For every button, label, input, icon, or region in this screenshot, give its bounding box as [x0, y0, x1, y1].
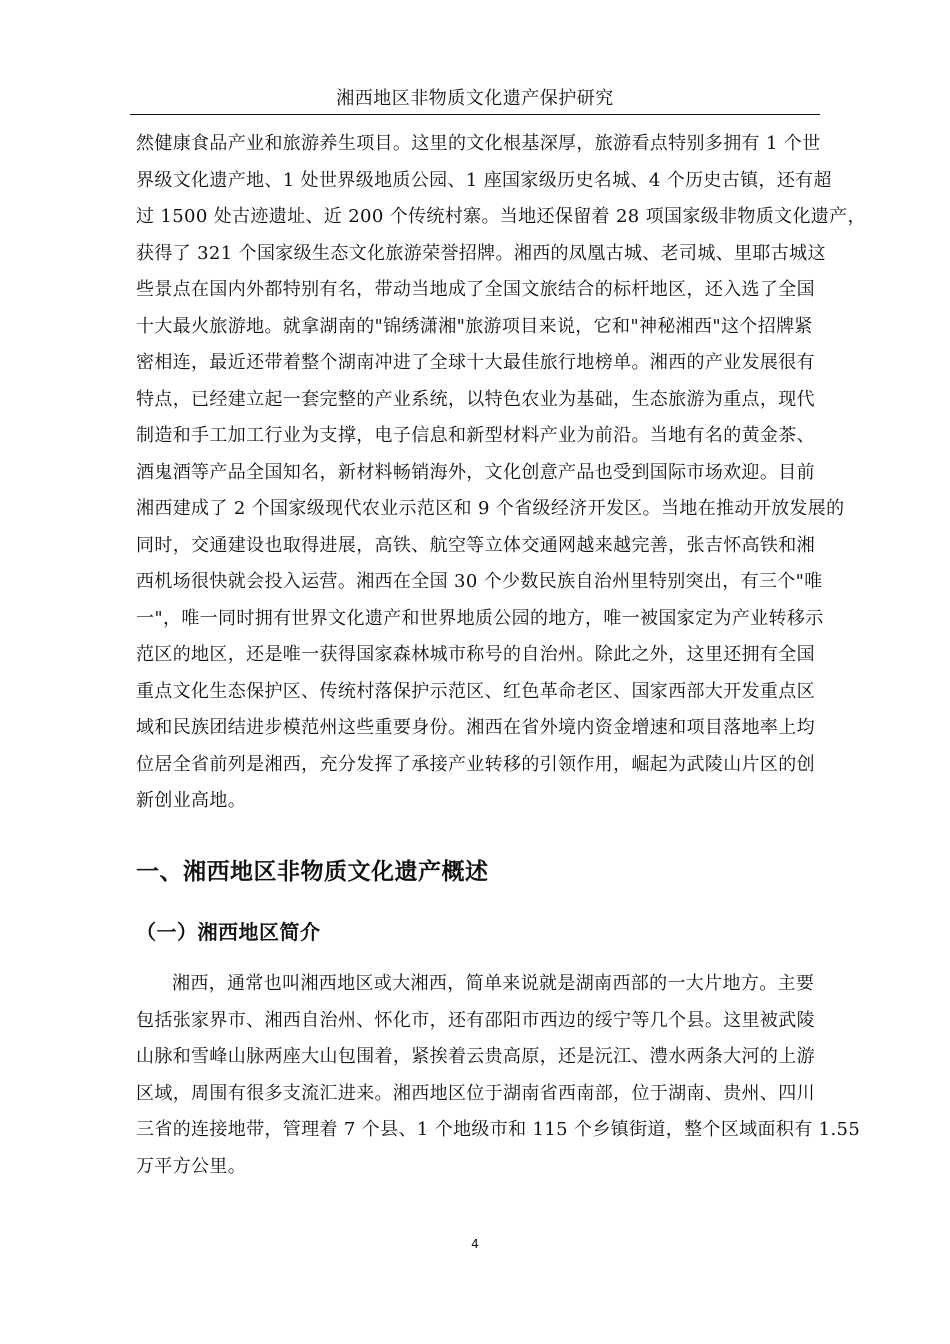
paragraph-line: 同时，交通建设也取得进展，高铁、航空等立体交通网越来越完善，张吉怀高铁和湘 [136, 534, 815, 556]
paragraph-line: 湘西建成了 2 个国家级现代农业示范区和 9 个省级经济开发区。当地在推动开放发展的 [136, 498, 845, 519]
paragraph-intro [136, 966, 861, 1185]
paragraph-line: 制造和手工加工行业为支撑，电子信息和新型材料产业为前沿。当地有名的黄金茶、 [136, 425, 815, 446]
paragraph-line: 万平方公里。 [136, 1155, 247, 1177]
paragraph-line: 湘西，通常也叫湘西地区或大湘西，简单来说就是湖南西部的一大片地方。主要 [172, 973, 815, 994]
paragraph-line: 新创业高地。 [136, 790, 247, 811]
section-heading: 一、湘西地区非物质文化遗产概述 [136, 859, 489, 885]
paragraph-continued [136, 126, 866, 820]
paragraph-line: 酒鬼酒等产品全国知名，新材料畅销海外，文化创意产品也受到国际市场欢迎。目前 [136, 461, 815, 483]
page-number: 4 [471, 1237, 479, 1251]
paragraph-line: 三省的连接地带，管理着 7 个县、1 个地级市和 115 个乡镇街道，整个区域面积有 1.55 [136, 1119, 861, 1140]
paragraph-line: 位居全省前列是湘西，充分发挥了承接产业转移的引领作用，崛起为武陵山片区的创 [136, 753, 815, 775]
subsection-heading: （一）湘西地区简介 [136, 920, 321, 944]
paragraph-line: 些景点在国内外都特别有名，带动当地成了全国文旅结合的标杆地区，还入选了全国 [136, 279, 815, 300]
paragraph-line: 一"，唯一同时拥有世界文化遗产和世界地质公园的地方，唯一被国家定为产业转移示 [136, 607, 824, 629]
paragraph-line: 十大最火旅游地。就拿湖南的"锦绣潇湘"旅游项目来说，它和"神秘湘西"这个招牌紧 [136, 315, 813, 337]
paragraph-line: 特点，已经建立起一套完整的产业系统，以特色农业为基础，生态旅游为重点，现代 [136, 388, 815, 410]
paragraph-line: 然健康食品产业和旅游养生项目。这里的文化根基深厚，旅游看点特别多拥有 1 个世 [136, 133, 821, 154]
paragraph-line: 区域，周围有很多支流汇进来。湘西地区位于湖南省西南部，位于湖南、贵州、四川 [136, 1082, 815, 1104]
header-rule [130, 114, 820, 115]
paragraph-line: 包括张家界市、湘西自治州、怀化市，还有邵阳市西边的绥宁等几个县。这里被武陵 [136, 1009, 815, 1031]
paragraph-line: 过 1500 处古迹遗址、近 200 个传统村寨。当地还保留着 28 项国家级非物质文化遗产， [136, 206, 866, 227]
paragraph-line: 获得了 321 个国家级生态文化旅游荣誉招牌。湘西的凤凰古城、老司城、里耶古城这 [136, 242, 826, 264]
paragraph-line: 重点文化生态保护区、传统村落保护示范区、红色革命老区、国家西部大开发重点区 [136, 680, 815, 702]
paragraph-line: 范区的地区，还是唯一获得国家森林城市称号的自治州。除此之外，这里还拥有全国 [136, 644, 815, 665]
paragraph-line: 密相连，最近还带着整个湖南冲进了全球十大最佳旅行地榜单。湘西的产业发展很有 [136, 352, 815, 373]
running-header: 湘西地区非物质文化遗产保护研究 [336, 88, 614, 109]
paragraph-line: 西机场很快就会投入运营。湘西在全国 30 个少数民族自治州里特别突出，有三个"唯 [136, 571, 823, 592]
paragraph-line: 山脉和雪峰山脉两座大山包围着，紧挨着云贵高原，还是沅江、澧水两条大河的上游 [136, 1046, 815, 1067]
paragraph-line: 界级文化遗产地、1 处世界级地质公园、1 座国家级历史名城、4 个历史古镇，还有超 [136, 169, 832, 191]
paragraph-line: 域和民族团结进步模范州这些重要身份。湘西在省外境内资金增速和项目落地率上均 [136, 717, 815, 738]
